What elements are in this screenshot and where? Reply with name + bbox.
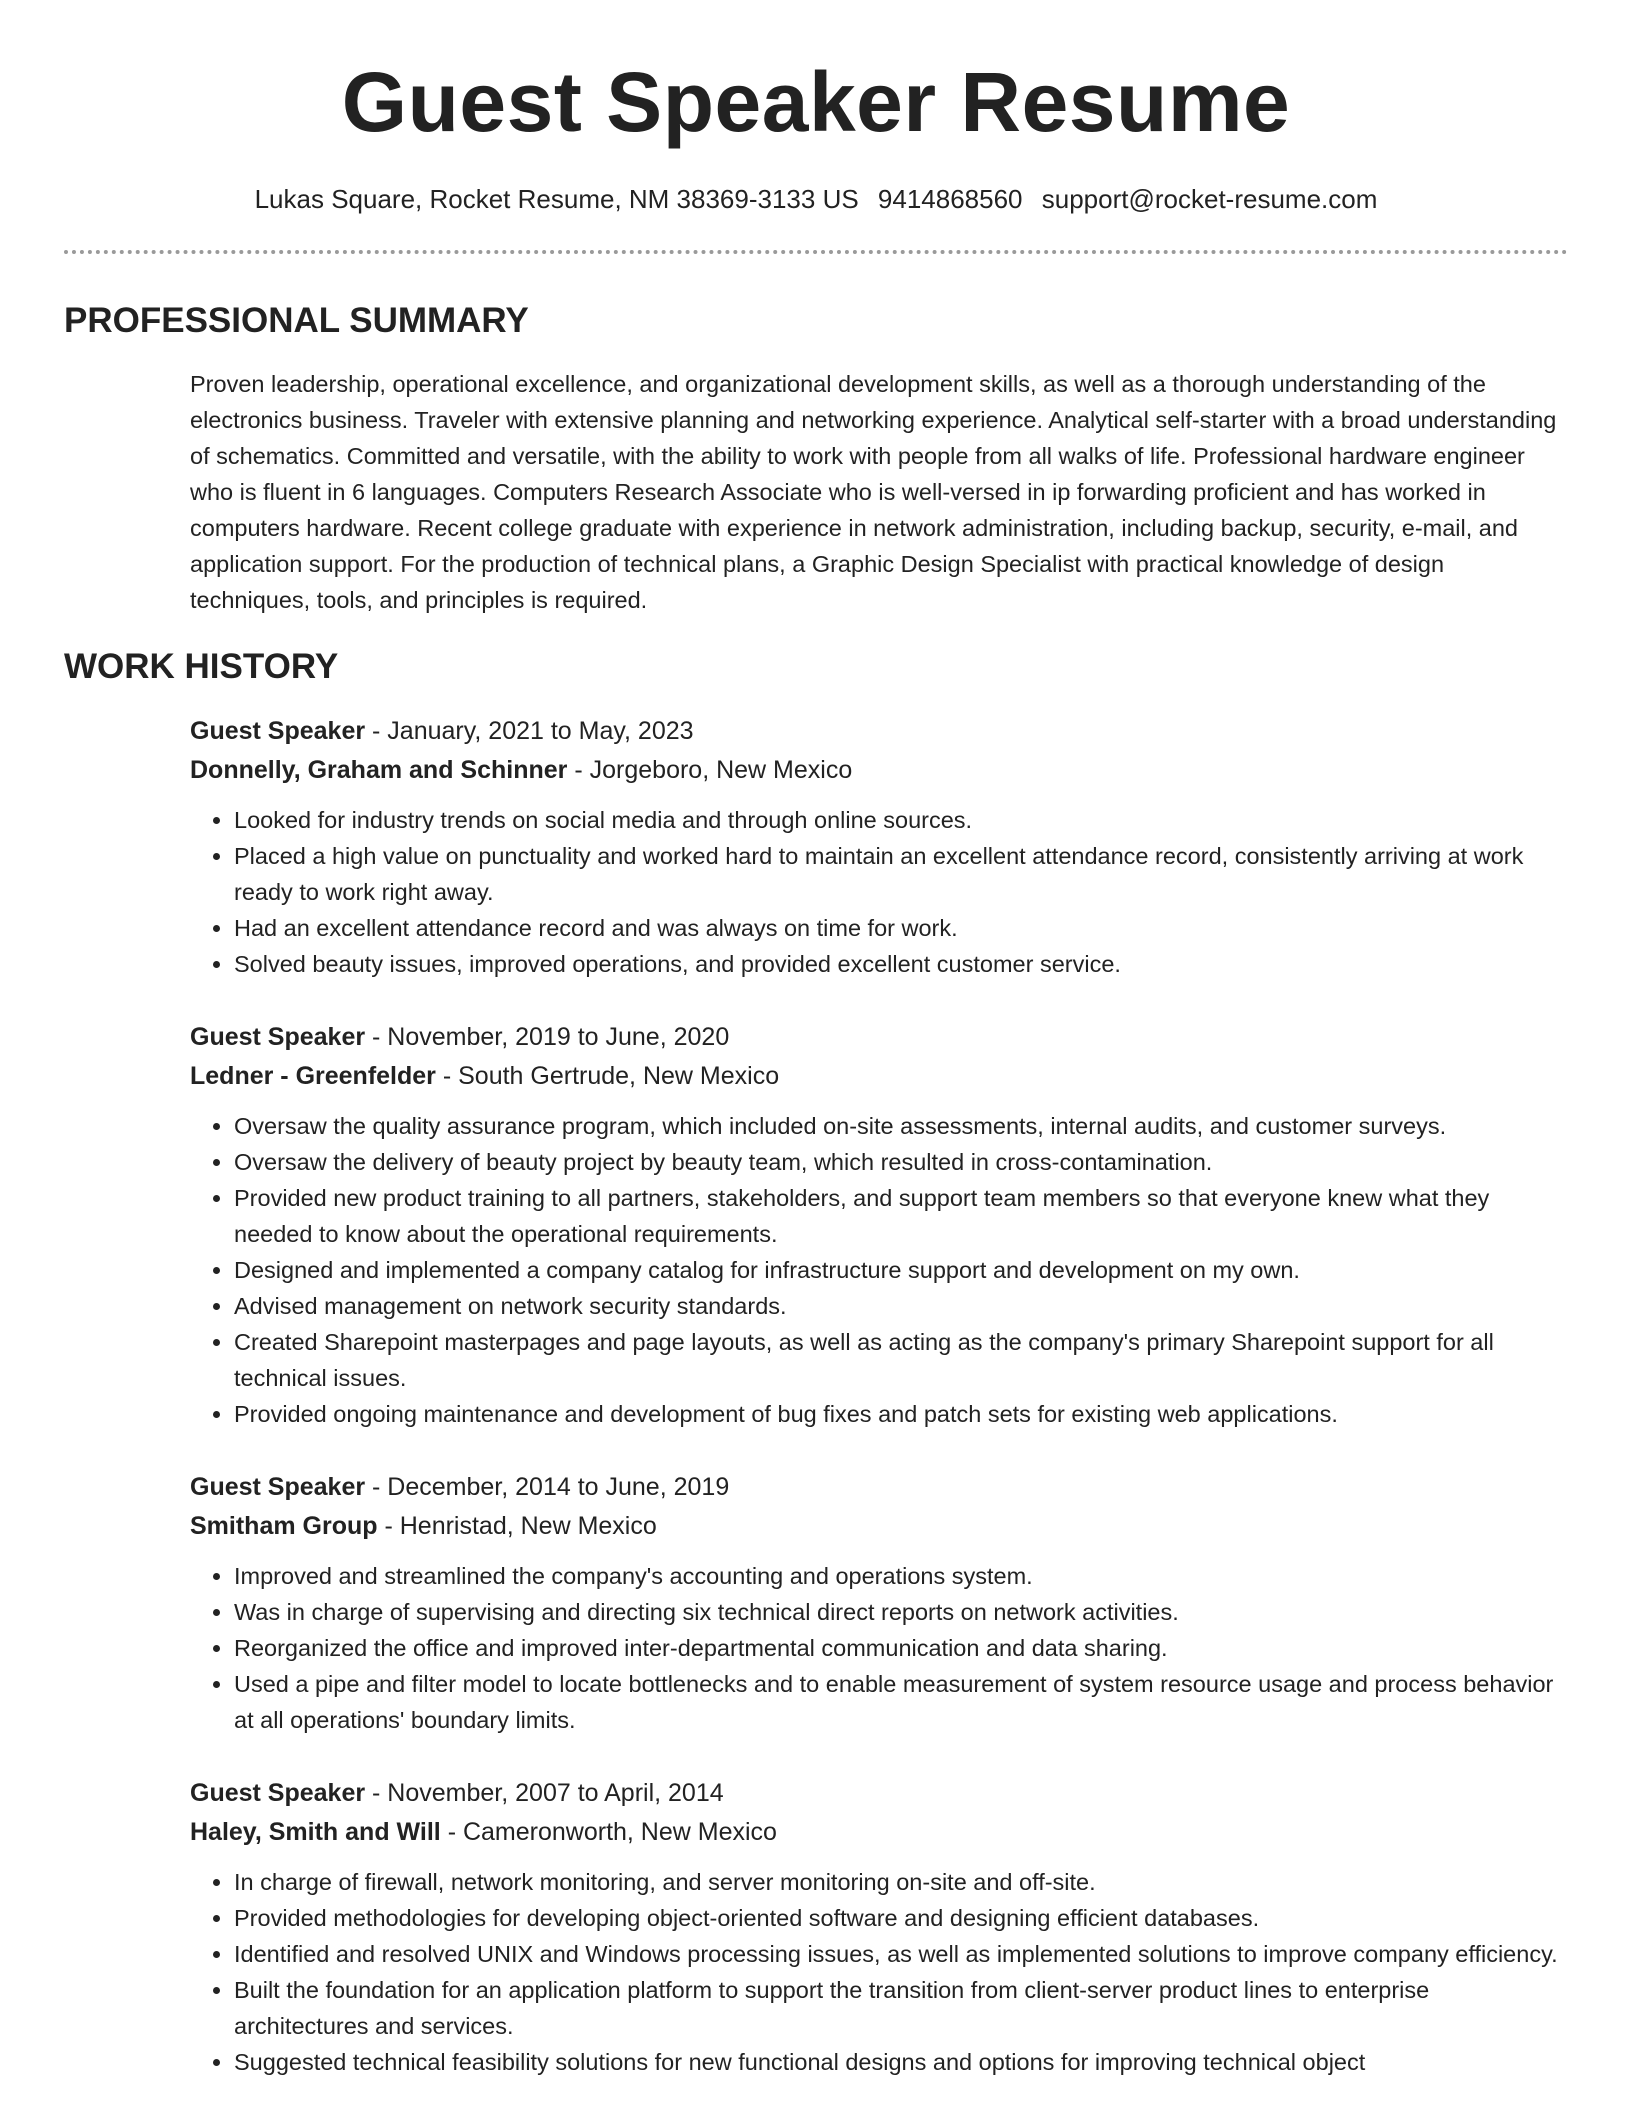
job-title-line: [190, 712, 1570, 751]
job-company-line: [190, 751, 1570, 790]
contact-address: Lukas Square, Rocket Resume, NM 38369-3133 US: [254, 184, 859, 214]
contact-line: [0, 182, 1632, 216]
job-bullet: • Provided methodologies for developing object-oriented software and designing efficient databases.: [234, 1900, 1570, 1936]
job-title-line: [190, 1018, 1570, 1057]
section-heading-summary: PROFESSIONAL SUMMARY: [64, 301, 529, 340]
job-bullet: • Reorganized the office and improved inter-departmental communication and data sharing.: [234, 1630, 1570, 1666]
job-title: Guest Speaker: [190, 717, 366, 745]
header-divider: [64, 250, 1568, 254]
job-bullet: • Suggested technical feasibility solutions for new functional designs and options for improving technical object: [234, 2044, 1570, 2080]
job-company: Donnelly, Graham and Schinner: [190, 756, 568, 784]
job-bullet: • Had an excellent attendance record and was always on time for work.: [234, 910, 1570, 946]
job-company: Ledner - Greenfelder: [190, 1062, 436, 1090]
job-dates: - November, 2019 to June, 2020: [365, 1023, 730, 1051]
job-entry: [190, 1468, 1570, 1738]
job-company-line: [190, 1507, 1570, 1546]
job-location: - South Gertrude, New Mexico: [435, 1062, 780, 1090]
job-bullet: • Placed a high value on punctuality and worked hard to maintain an excellent attendance record, consistently arriving at work ready to work right away.: [234, 838, 1570, 910]
job-title: Guest Speaker: [190, 1779, 366, 1807]
job-bullets: [190, 1558, 1570, 1738]
job-location: - Jorgeboro, New Mexico: [567, 756, 853, 784]
job-title: Guest Speaker: [190, 1473, 366, 1501]
job-bullets: [190, 1864, 1570, 2080]
summary-text: Proven leadership, operational excellence, and organizational development skills, as well as a thorough understanding of the electronics business. Traveler with extensive planning and networking experience. Analytical self-starter with a broad understanding of schematics. Committed and versatile, with the ability to work with people from all walks of life. Professional hardware engineer who is fluent in 6 languages. Computers Research Associate who is well-versed in ip forwarding proficient and has worked in computers hardware. Recent college graduate with experience in network administration, including backup, security, e-mail, and application support. For the production of technical plans, a Graphic Design Specialist with practical knowledge of design techniques, tools, and principles is required.: [190, 371, 1557, 613]
job-bullet: • Oversaw the quality assurance program, which included on-site assessments, internal audits, and customer surveys.: [234, 1108, 1570, 1144]
job-bullet: • Looked for industry trends on social media and through online sources.: [234, 802, 1570, 838]
job-bullets: [190, 1108, 1570, 1432]
job-bullet: • Provided ongoing maintenance and development of bug fixes and patch sets for existing web applications.: [234, 1396, 1570, 1432]
job-bullet: • Built the foundation for an application platform to support the transition from client-server product lines to enterprise architectures and services.: [234, 1972, 1570, 2044]
job-entry: [190, 712, 1570, 982]
job-company-line: [190, 1057, 1570, 1096]
job-company: Haley, Smith and Will: [190, 1818, 441, 1846]
job-bullet: • Provided new product training to all partners, stakeholders, and support team members so that everyone knew what they needed to know about the operational requirements.: [234, 1180, 1570, 1252]
contact-email[interactable]: support@rocket-resume.com: [1041, 184, 1378, 214]
job-location: - Cameronworth, New Mexico: [440, 1818, 777, 1846]
job-bullet: • Solved beauty issues, improved operations, and provided excellent customer service.: [234, 946, 1570, 982]
job-bullet: • Identified and resolved UNIX and Windows processing issues, as well as implemented solutions to improve company efficiency.: [234, 1936, 1570, 1972]
job-dates: - November, 2007 to April, 2014: [365, 1779, 724, 1807]
job-bullet: • Was in charge of supervising and directing six technical direct reports on network activities.: [234, 1594, 1570, 1630]
section-heading-work-history: WORK HISTORY: [64, 647, 339, 686]
job-company: Smitham Group: [190, 1512, 378, 1540]
job-bullet: • Oversaw the delivery of beauty project by beauty team, which resulted in cross-contamination.: [234, 1144, 1570, 1180]
job-bullet: • Created Sharepoint masterpages and page layouts, as well as acting as the company's primary Sharepoint support for all technical issues.: [234, 1324, 1570, 1396]
job-bullet: • Advised management on network security standards.: [234, 1288, 1570, 1324]
work-history-list: [190, 712, 1570, 2112]
job-bullet: • Used a pipe and filter model to locate bottlenecks and to enable measurement of system resource usage and process behavior at all operations' boundary limits.: [234, 1666, 1570, 1738]
job-location: - Henristad, New Mexico: [377, 1512, 657, 1540]
job-bullet: • Improved and streamlined the company's accounting and operations system.: [234, 1558, 1570, 1594]
job-dates: - December, 2014 to June, 2019: [365, 1473, 730, 1501]
job-title-line: [190, 1468, 1570, 1507]
job-company-line: [190, 1813, 1570, 1852]
job-bullet: • Designed and implemented a company catalog for infrastructure support and development on my own.: [234, 1252, 1570, 1288]
job-title-line: [190, 1774, 1570, 1813]
job-entry: [190, 1774, 1570, 2080]
job-bullets: [190, 802, 1570, 982]
contact-phone[interactable]: 9414868560: [877, 184, 1023, 214]
job-dates: - January, 2021 to May, 2023: [365, 717, 694, 745]
job-entry: [190, 1018, 1570, 1432]
job-bullet: • In charge of firewall, network monitoring, and server monitoring on-site and off-site.: [234, 1864, 1570, 1900]
job-title: Guest Speaker: [190, 1023, 366, 1051]
resume-title: Guest Speaker Resume: [341, 55, 1291, 149]
